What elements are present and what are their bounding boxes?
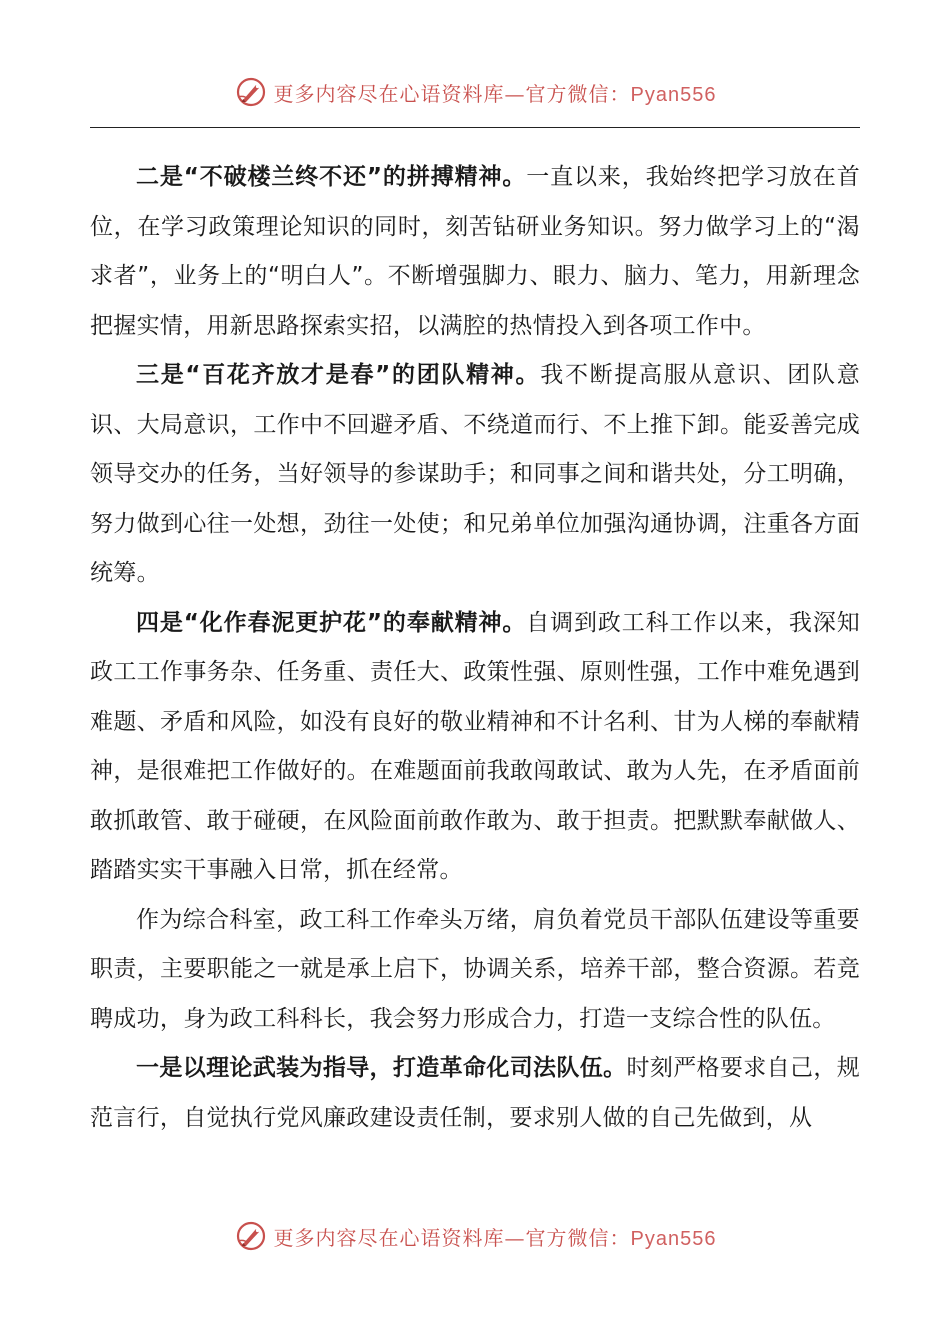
paragraph-theory-guidance: [90, 1044, 860, 1143]
paragraph-text: 时刻严格要求自己，规范言行，自觉执行党风廉政建设责任制，要求别人做的自己先做到，从: [90, 1055, 860, 1131]
paragraph-text: 我不断提高服从意识、团队意识、大局意识，工作中不回避矛盾、不绕道而行、不上推下卸。能妥善完成领导交办的任务，当好领导的参谋助手；和同事之间和谐共处，分工明确，努力做到心往一处想，劲往一处使；和兄弟单位加强沟通协调，注重各方面统筹。: [90, 362, 860, 586]
paragraph-struggle-spirit: [90, 153, 860, 351]
footer-wechat-id: Pyan556: [630, 1227, 717, 1250]
pen-nib-logo-icon: [234, 75, 268, 109]
paragraph-text: 作为综合科室，政工科工作牵头万绪，肩负着党员干部队伍建设等重要职责，主要职能之一就是承上启下，协调关系，培养干部，整合资源。若竞聘成功，身为政工科科长，我会努力形成合力，打造一支综合性的队伍。: [90, 906, 860, 1032]
paragraph-lead: 二是“不破楼兰终不还”的拼搏精神。: [136, 164, 527, 190]
paragraph-text: 自调到政工科工作以来，我深知政工工作事务杂、任务重、责任大、政策性强、原则性强，工作中难免遇到难题、矛盾和风险，如没有良好的敬业精神和不计名利、甘为人梯的奉献精神，是很难把工作做好的。在难题面前我敢闯敢试、敢为人先，在矛盾面前敢抓敢管、敢于碰硬，在风险面前敢作敢为、敢于担责。把默默奉献做人、踏踏实实干事融入日常，抓在经常。: [90, 609, 860, 883]
paragraph-team-spirit: [90, 351, 860, 599]
document-body: [90, 153, 860, 1143]
paragraph-lead: 一是以理论武装为指导，打造革命化司法队伍。: [136, 1055, 627, 1081]
header-banner-text: 更多内容尽在心语资料库—官方微信：Pyan556: [273, 81, 717, 106]
header-divider: [90, 127, 860, 128]
pen-nib-logo-icon: [234, 1219, 268, 1253]
paragraph-text: 一直以来，我始终把学习放在首位，在学习政策理论知识的同时，刻苦钻研业务知识。努力做学习上的“渴求者”，业务上的“明白人”。不断增强脚力、眼力、脑力、笔力，用新理念把握实情，用新思路探索实招，以满腔的热情投入到各项工作中。: [90, 164, 860, 339]
paragraph-lead: 三是“百花齐放才是春”的团队精神。: [136, 362, 541, 388]
footer-banner: [0, 1216, 950, 1256]
header-wechat-id: Pyan556: [630, 83, 717, 106]
footer-banner-text: 更多内容尽在心语资料库—官方微信：Pyan556: [273, 1225, 717, 1250]
header-banner: [0, 72, 950, 112]
paragraph-lead: 四是“化作春泥更护花”的奉献精神。: [136, 609, 527, 636]
paragraph-dedication-spirit: [90, 599, 860, 896]
paragraph-office-role: [90, 896, 860, 1045]
